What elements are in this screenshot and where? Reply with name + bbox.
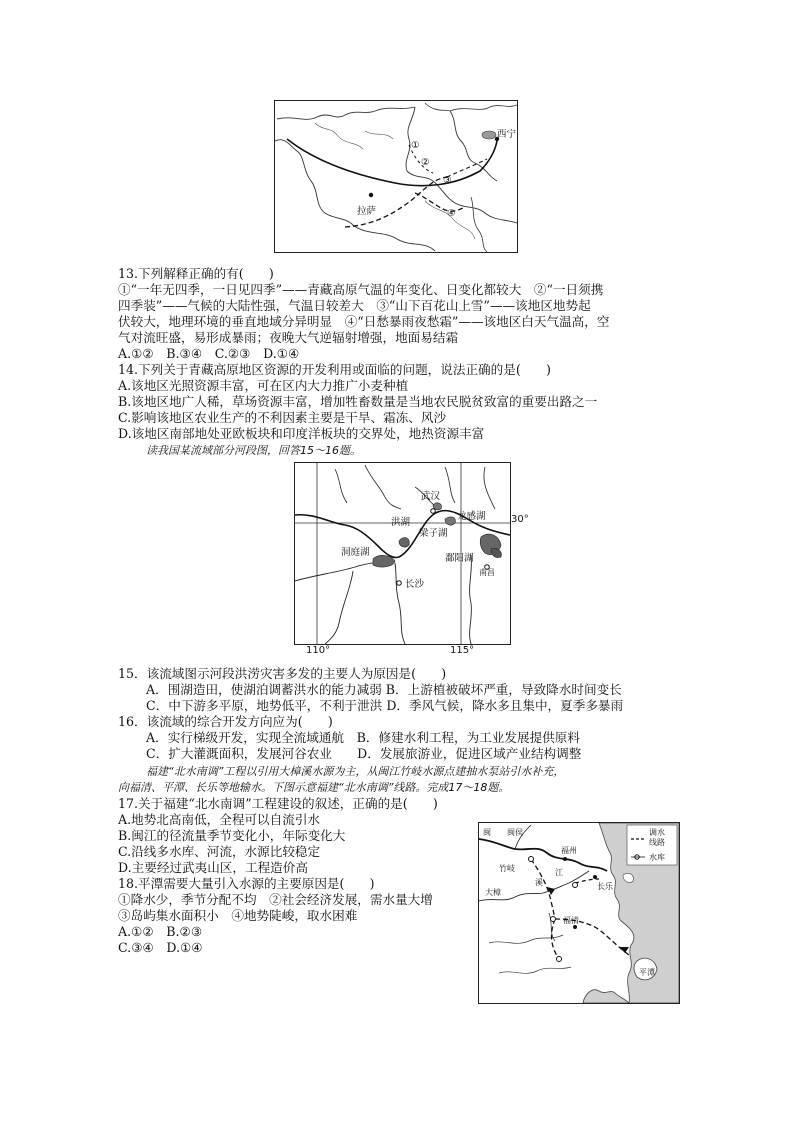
lhasa-label: 拉萨 — [357, 206, 377, 217]
intro-q17-18-line-2: 向福清、平潭、长乐等地输水。下图示意福建“北水南调”线路。完成17～18题。 — [118, 781, 510, 794]
qinghai-tibet-map — [274, 100, 518, 253]
pingtan-label: 平潭 — [639, 968, 655, 977]
fuqing-label: 福清 — [563, 916, 579, 925]
xi-label: 溪 — [535, 878, 543, 887]
dongtinghu-label: 洞庭湖 — [341, 547, 370, 558]
intro-q15-16: 读我国某流域部分河段图，回答15～16题。 — [146, 444, 361, 457]
lon-115-label: 115° — [450, 645, 475, 656]
q15-stem: 15．该流域图示河段洪涝灾害多发的主要人为原因是( ) — [118, 666, 447, 681]
poyanghu-label: 鄱阳湖 — [445, 553, 474, 564]
q17-option-b: B.闽江的径流量季节变化小，年际变化大 — [118, 828, 346, 843]
nanchang-label: 南昌 — [479, 568, 495, 577]
min-label: 闽 — [483, 828, 491, 837]
legend-route-label-2: 线路 — [649, 838, 665, 847]
legend-reservoir-label: 水库 — [649, 853, 665, 862]
route-1-marker: ① — [411, 140, 420, 151]
q18-line-1: ①降水少，季节分配不均 ②社会经济发展，需水量大增 — [118, 892, 433, 907]
fujian-diversion-map-drawing — [479, 823, 679, 1003]
route-3-marker: ③ — [443, 175, 452, 186]
q17-option-a: A.地势北高南低，全程可以自流引水 — [118, 812, 321, 827]
q18-line-2: ③岛屿集水面积小 ④地势陡峻，取水困难 — [118, 908, 358, 923]
q13-line-2: 四季装”——气候的大陆性强，气温日较差大 ③“山下百花山上雪”——该地区地势起 — [118, 298, 591, 313]
jiang-label: 江 — [555, 868, 563, 877]
longganhu-label: 龙感湖 — [457, 511, 486, 522]
q14-option-b: B.该地区地广人稀，草场资源丰富，增加牲畜数量是当地农民脱贫致富的重要出路之一 — [118, 394, 598, 409]
q15-options-1: A．围湖造田，使湖泊调蓄洪水的能力减弱 B．上游植被破坏严重，导致降水时间变长 — [146, 682, 622, 697]
qinghai-tibet-map-drawing — [275, 101, 517, 252]
route-4-marker: ④ — [447, 208, 456, 219]
minhou-label: 闽侯 — [507, 828, 523, 837]
changle-label: 长乐 — [597, 882, 613, 891]
fujian-diversion-map — [478, 822, 680, 1004]
q14-option-c: C.影响该地区农业生产的不利因素主要是干旱、霜冻、风沙 — [118, 410, 447, 425]
q17-option-c: C.沿线多水库、河流，水源比较稳定 — [118, 844, 321, 859]
lon-110-label: 110° — [306, 645, 331, 656]
fuzhou-label: 福州 — [561, 846, 577, 855]
q16-stem: 16．该流域的综合开发方向应为( ) — [118, 714, 333, 729]
q13-stem: 13.下列解释正确的有( ) — [118, 266, 274, 281]
q13-options: A.①② B.③④ C.②③ D.①④ — [118, 346, 300, 361]
liangzihu-label: 梁子湖 — [419, 528, 448, 539]
q18-stem: 18.平潭需要大量引入水源的主要原因是( ) — [118, 876, 375, 891]
q16-options-2: C．扩大灌溉面积，发展河谷农业 D．发展旅游业，促进区域产业结构调整 — [146, 746, 582, 761]
wuhan-label: 武汉 — [421, 491, 441, 502]
q18-options-2: C.③④ D.①④ — [118, 940, 203, 955]
q18-options-1: A.①② B.②③ — [118, 924, 203, 939]
honghu-label: 洪湖 — [391, 517, 411, 528]
intro-q17-18-line-1: 福建“北水南调”工程以引用大樟溪水源为主，从闽江竹岐水源点建抽水泵站引水补充， — [146, 765, 565, 778]
q14-option-d: D.该地区南部地处亚欧板块和印度洋板块的交界处，地热资源丰富 — [118, 426, 485, 441]
q13-line-4: 气对流旺盛，易形成暴雨；夜晚大气逆辐射增强，地面易结霜 — [118, 330, 459, 345]
zhuqi-label: 竹岐 — [499, 864, 515, 873]
route-2-marker: ② — [421, 157, 430, 168]
q14-option-a: A.该地区光照资源丰富，可在区内大力推广小麦种植 — [118, 378, 409, 393]
changsha-label: 长沙 — [405, 579, 425, 590]
q17-option-d: D.主要经过武夷山区，工程造价高 — [118, 860, 308, 875]
lat-30-side-label: 30° — [511, 514, 529, 525]
q17-stem: 17.关于福建“北水南调”工程建设的叙述，正确的是( ) — [118, 796, 438, 811]
yangtze-basin-map — [294, 462, 511, 645]
yangtze-basin-map-drawing — [295, 463, 510, 644]
dazhang-label: 大樟 — [485, 888, 501, 897]
q13-line-1: ①“一年无四季，一日见四季”——青藏高原气温的年变化、日变化都较大 ②“一日须携 — [118, 282, 604, 297]
xining-label: 西宁 — [497, 129, 517, 140]
q13-line-3: 伏较大，地理环境的垂直地域分异明显 ④“日愁暴雨夜愁霜”——该地区白天气温高，空 — [118, 314, 610, 329]
q15-options-2: C．中下游多平原，地势低平，不利于泄洪 D．季风气候，降水多且集中，夏季多暴雨 — [146, 698, 624, 713]
q14-stem: 14.下列关于青藏高原地区资源的开发利用或面临的问题，说法正确的是( ) — [118, 362, 551, 377]
q16-options-1: A．实行梯级开发，实现全流域通航 B．修建水利工程，为工业发展提供原料 — [146, 730, 580, 745]
legend-route-label: 调水 — [649, 828, 665, 837]
